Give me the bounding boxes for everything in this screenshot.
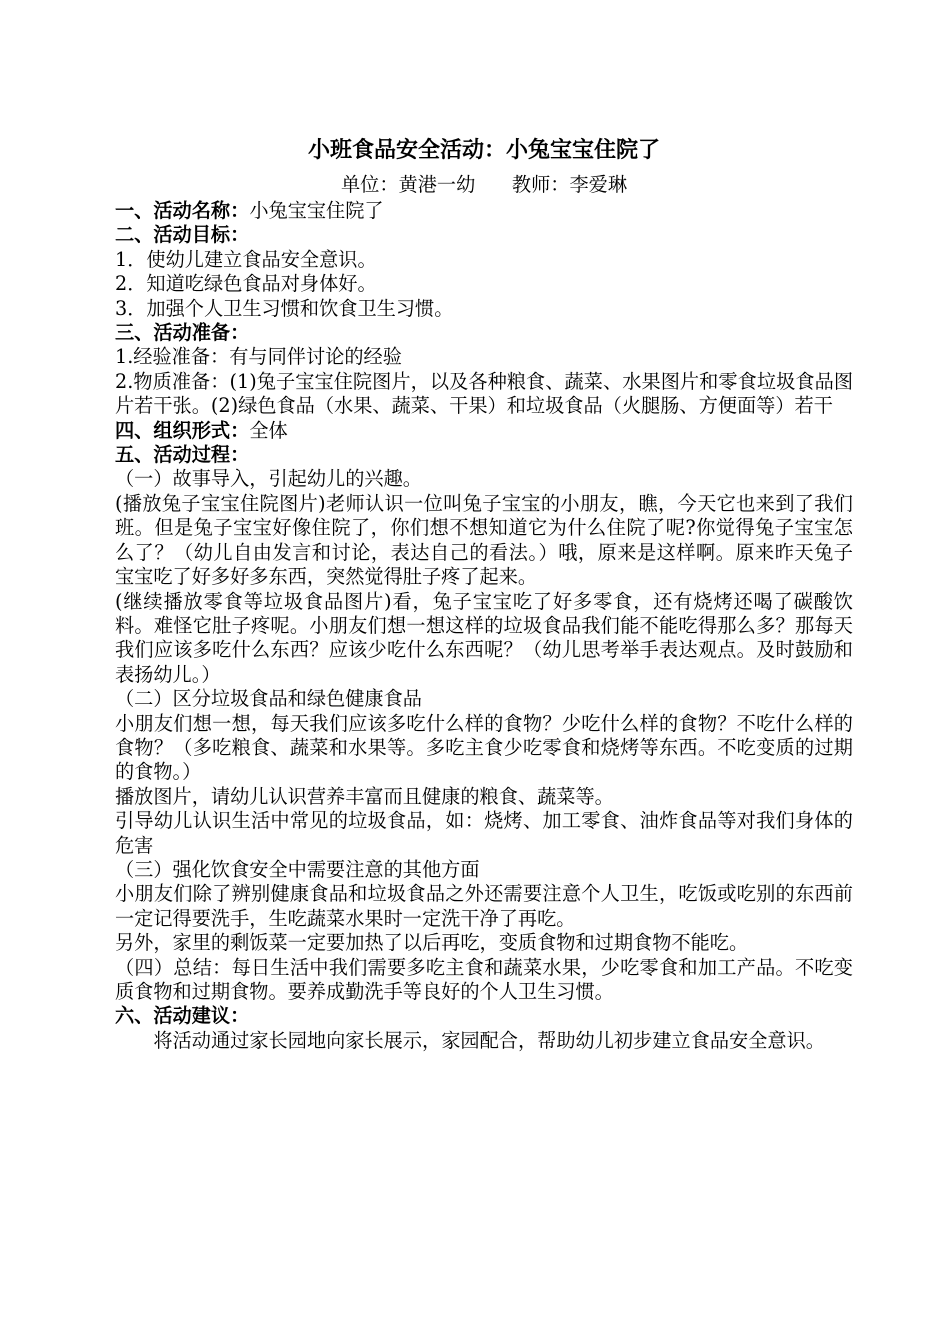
paragraph: (播放兔子宝宝住院图片)老师认识一位叫兔子宝宝的小朋友，瞧，今天它也来到了我们班。但是兔子宝宝好像住院了，你们想不想知道它为什么住院了呢?你觉得兔子宝宝怎么了？（幼儿自由发言和讨论，表达自己的看法。）哦，原来是这样啊。原来昨天兔子宝宝吃了好多好多东西，突然觉得肚子疼了起来。 [115,491,853,589]
paragraph: 小朋友们想一想，每天我们应该多吃什么样的食物？少吃什么样的食物？不吃什么样的食物？（多吃粮食、蔬菜和水果等。多吃主食少吃零食和烧烤等东西。不吃变质的过期的食物。） [115,711,853,784]
section-heading: 三、活动准备： [115,321,250,345]
paragraph: （一）故事导入，引起幼儿的兴趣。 [115,467,422,491]
section-organization-form [115,419,853,443]
section-heading: 四、组织形式： [115,418,250,442]
paragraph: （三）强化饮食安全中需要注意的其他方面 [115,857,480,881]
document-title: 小班食品安全活动：小兔宝宝住院了 [307,137,660,163]
section-heading: 二、活动目标： [115,223,250,247]
paragraph: (继续播放零食等垃圾食品图片)看，兔子宝宝吃了好多零食，还有烧烤还喝了碳酸饮料。难怪它肚子疼呢。小朋友们想一想这样的垃圾食品我们能不能吃得那么多？那每天我们应该多吃什么东西？应该少吃什么东西呢？（幼儿思考举手表达观点。及时鼓励和表扬幼儿。） [115,589,853,686]
list-item: 2.物质准备：(1)兔子宝宝住院图片，以及各种粮食、蔬菜、水果图片和零食垃圾食品图片若干张。(2)绿色食品（水果、蔬菜、干果）和垃圾食品（火腿肠、方便面等）若干 [115,369,853,418]
paragraph: （四）总结：每日生活中我们需要多吃主食和蔬菜水果，少吃零食和加工产品。不吃变质食物和过期食物。要养成勤洗手等良好的个人卫生习惯。 [115,955,853,1003]
section-heading: 五、活动过程： [115,443,250,467]
list-item: 1．使幼儿建立食品安全意识。 [115,247,377,271]
document-body [115,199,853,1053]
paragraph: 将活动通过家长园地向家长展示，家园配合，帮助幼儿初步建立食品安全意识。 [153,1028,825,1052]
paragraph: 引导幼儿认识生活中常见的垃圾食品，如：烧烤、加工零食、油炸食品等对我们身体的危害 [115,809,853,857]
list-item: 3．加强个人卫生习惯和饮食卫生习惯。 [115,296,454,320]
list-item: 2．知道吃绿色食品对身体好。 [115,272,377,296]
section-value: 全体 [249,418,288,442]
paragraph: 小朋友们除了辨别健康食品和垃圾食品之外还需要注意个人卫生，吃饭或吃别的东西前一定记得要洗手，生吃蔬菜水果时一定洗干净了再吃。 [115,882,853,930]
document-byline: 单位：黄港一幼 教师：李爱琳 [340,173,628,196]
section-heading: 一、活动名称： [115,199,250,222]
section-value: 小兔宝宝住院了 [249,199,384,222]
section-activity-name [115,199,853,223]
section-heading: 六、活动建议： [115,1004,250,1028]
paragraph: 另外，家里的剩饭菜一定要加热了以后再吃，变质食物和过期食物不能吃。 [115,931,749,955]
paragraph: 播放图片，请幼儿认识营养丰富而且健康的粮食、蔬菜等。 [115,784,614,808]
list-item: 1.经验准备：有与同伴讨论的经验 [115,345,402,369]
paragraph: （二）区分垃圾食品和绿色健康食品 [115,687,422,711]
